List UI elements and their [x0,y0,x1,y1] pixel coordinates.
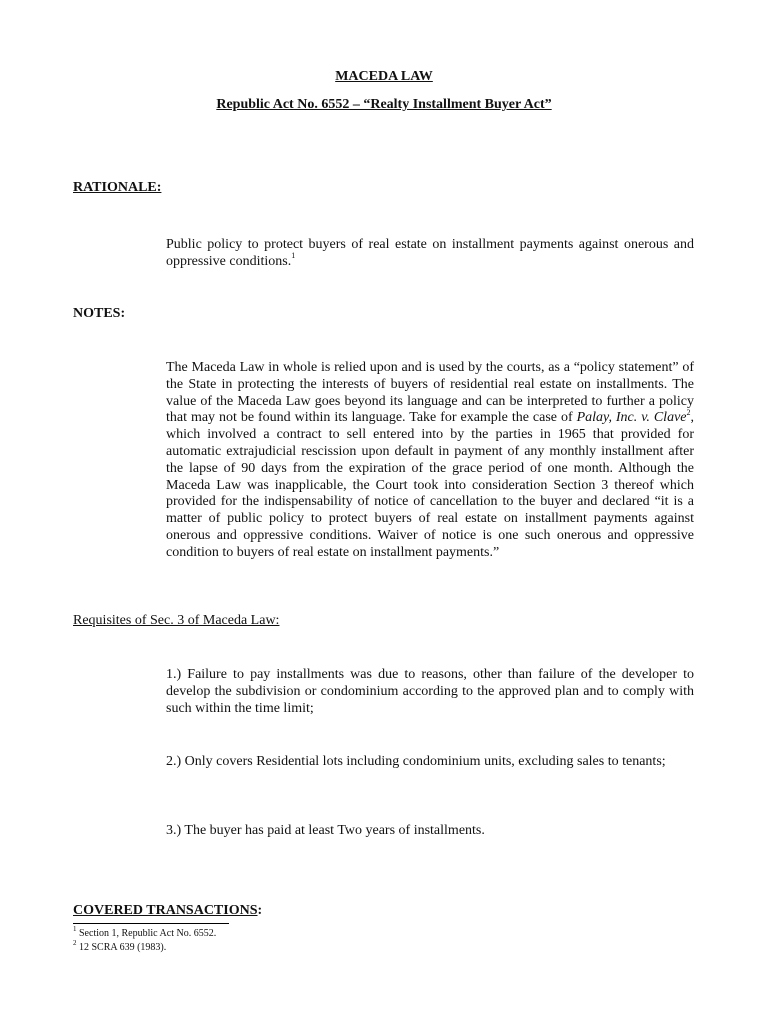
footnote-1-number: 1 [73,924,77,933]
document-title: MACEDA LAW [335,69,433,84]
footnote-ref-1: 1 [291,251,296,261]
rationale-heading: RATIONALE: [73,180,162,195]
footnote-separator [73,923,229,924]
requisite-item-2: 2.) Only covers Residential lots including condominium units, excluding sales to tenants; [166,754,666,769]
covered-heading-text: COVERED TRANSACTIONS [73,903,258,918]
case-name: Palay, Inc. v. Clave [576,410,687,426]
covered-heading-colon: : [257,903,263,918]
footnote-2-number: 2 [73,938,77,947]
footnote-1 [73,924,217,940]
requisite-item-1: 1.) Failure to pay installments was due to reasons, other than failure of the developer to develop the subdivision or condominium according to the approved plan and to comply with such within the time limit; [166,667,694,716]
footnote-2-text: 12 SCRA 639 (1983). [79,942,167,953]
footnote-1-text: Section 1, Republic Act No. 6552. [79,928,217,939]
covered-transactions-heading [73,903,262,919]
requisite-item-3: 3.) The buyer has paid at least Two years of installments. [166,823,485,838]
rationale-paragraph [166,237,694,271]
notes-paragraph [166,360,694,562]
requisites-heading: Requisites of Sec. 3 of Maceda Law: [73,613,280,628]
notes-heading: NOTES: [73,306,126,321]
notes-text-after: , which involved a contract to sell entered into by the parties in 1965 that provided for automatic extrajudicial rescission upon default in payment of any monthly installment after the lapse of 90 days from the expiration of the grace period of one month. Although the Maceda Law was inapplicable, the Court took into consideration Section 3 thereof which provided for the indispensability of notice of cancellation to the buyer and declared “it is a matter of public policy to protect buyers of real estate on installment payments against onerous and oppressive conditions. Waiver of notice is one such onerous and oppressive condition to buyers of real estate on installment payments.” [166,410,695,560]
document-subtitle: Republic Act No. 6552 – “Realty Installment Buyer Act” [216,97,552,112]
notes-text-before: The Maceda Law in whole is relied upon and is used by the courts, as a “policy statement” of the State in protecting the interests of buyers of residential real estate on installments. The value of the Maceda Law goes beyond its language and can be interpreted to further a policy that may not be found within its language. Take for example the case of [166,360,694,426]
footnote-ref-2: 2 [686,407,691,417]
footnote-2 [73,938,167,954]
rationale-text: Public policy to protect buyers of real estate on installment payments against onerous and oppressive conditions. [166,237,694,269]
